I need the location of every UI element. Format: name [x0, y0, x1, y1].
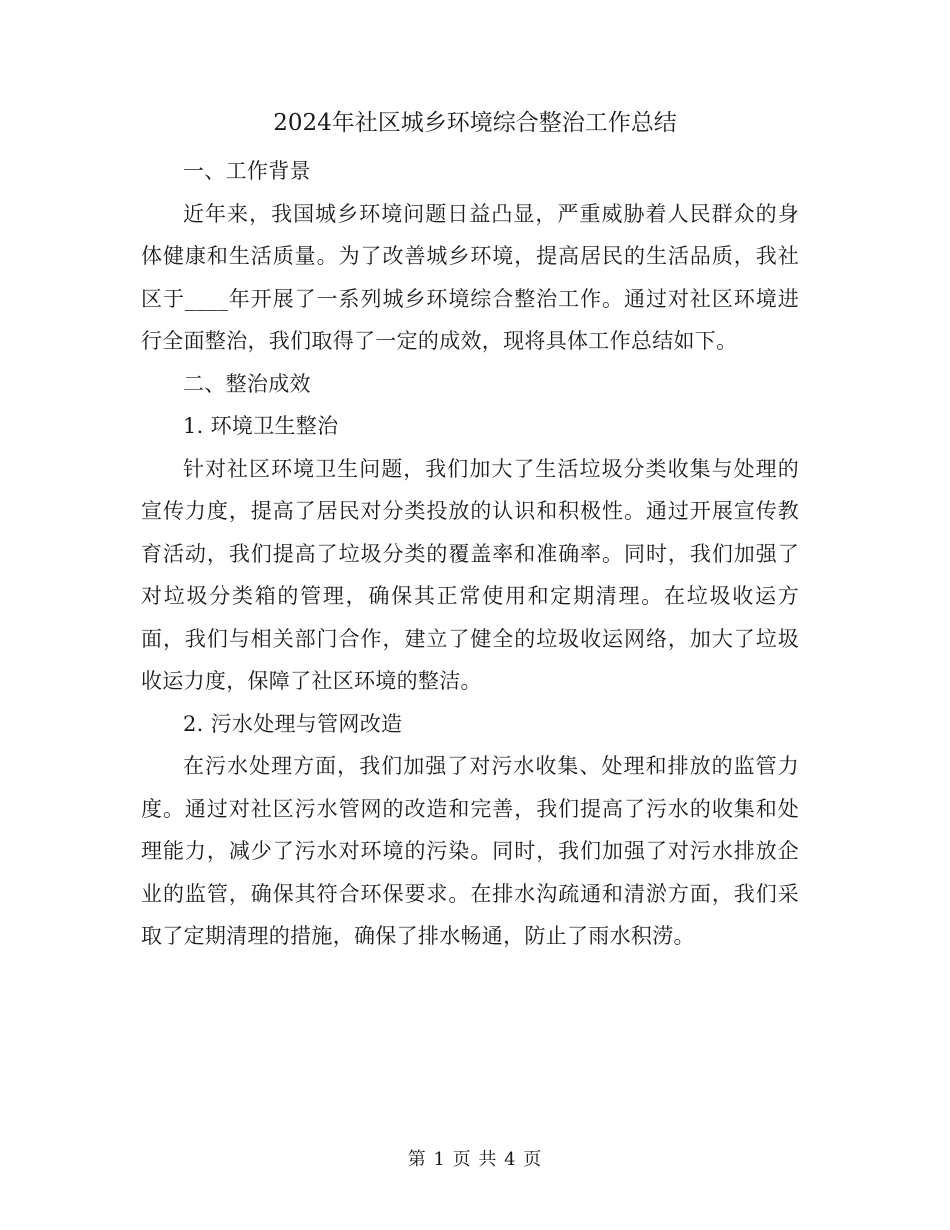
subheading-sanitation: 1. 环境卫生整治 [183, 414, 339, 438]
paragraph-sanitation: 针对社区环境卫生问题，我们加大了生活垃圾分类收集与处理的宣传力度，提高了居民对分类投放的认识和积极性。通过开展宣传教育活动，我们提高了垃圾分类的覆盖率和准确率。同时，我们加强了对垃圾分类箱的管理，确保其正常使用和定期清理。在垃圾收运方面，我们与相关部门合作，建立了健全的垃圾收运网络，加大了垃圾收运力度，保障了社区环境的整洁。 [141, 456, 799, 693]
subheading-sewage: 2. 污水处理与管网改造 [183, 711, 403, 736]
paragraph-background: 近年来，我国城乡环境问题日益凸显，严重威胁着人民群众的身体健康和生活质量。为了改善城乡环境，提高居民的生活品质，我社区于____年开展了一系列城乡环境综合整治工作。通过对社区环境进行全面整治，我们取得了一定的成效，现将具体工作总结如下。 [141, 201, 799, 353]
section-heading-results: 二、整治成效 [183, 371, 311, 396]
document-body [141, 150, 799, 958]
paragraph-sewage: 在污水处理方面，我们加强了对污水收集、处理和排放的监管力度。通过对社区污水管网的改造和完善，我们提高了污水的收集和处理能力，减少了污水对环境的污染。同时，我们加强了对污水排放企业的监管，确保其符合环保要求。在排水沟疏通和清淤方面，我们采取了定期清理的措施，确保了排水畅通，防止了雨水积涝。 [141, 754, 799, 948]
section-heading-background: 一、工作背景 [183, 159, 311, 183]
document-title: 2024年社区城乡环境综合整治工作总结 [273, 110, 677, 136]
page-footer: 第 1 页 共 4 页 [407, 1149, 543, 1170]
